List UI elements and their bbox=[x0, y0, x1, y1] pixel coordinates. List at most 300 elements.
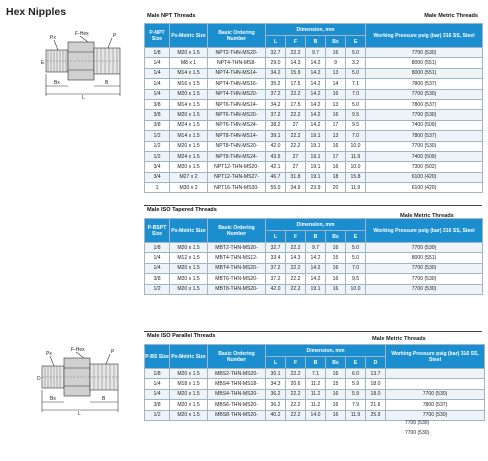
section-npt-left-label: Male NPT Threads bbox=[147, 13, 196, 19]
cell-bx: 13 bbox=[326, 99, 346, 109]
cell-b: 14.2 bbox=[306, 253, 326, 263]
cell-e: 10.0 bbox=[346, 141, 366, 151]
cell-b: 19.1 bbox=[306, 172, 326, 182]
cell-metric-size: M20 x 1.5 bbox=[170, 89, 208, 99]
cell-f: 22.2 bbox=[286, 243, 306, 253]
cell-d: 13.7 bbox=[366, 369, 386, 379]
table-row bbox=[145, 99, 483, 109]
diagram-top-l-label: L bbox=[82, 95, 85, 100]
cell-size: 3/8 bbox=[145, 110, 170, 120]
cell-b: 9.7 bbox=[306, 48, 326, 58]
cell-ordering-number: NPT8-THN-MS20- bbox=[208, 141, 266, 151]
cell-ordering-number: NPT6-THN-MS24- bbox=[208, 120, 266, 130]
cell-working-pressure: 7700 (530) bbox=[386, 389, 485, 399]
cell-size: 1/8 bbox=[145, 48, 170, 58]
col-header-d: D bbox=[366, 357, 386, 369]
cell-metric-size: M20 x 1.5 bbox=[170, 284, 208, 294]
cell-f: 22.2 bbox=[286, 89, 306, 99]
cell-ordering-number: MBT6-THN-MS20- bbox=[208, 274, 266, 284]
cell-e: 9.5 bbox=[346, 120, 366, 130]
cell-working-pressure bbox=[386, 379, 485, 389]
cell-f: 22.2 bbox=[286, 48, 306, 58]
cell-size: 1/2 bbox=[145, 151, 170, 161]
cell-ordering-number: MBS4-THN-MS18- bbox=[208, 379, 266, 389]
extra-pressure-value: 7700 (530) bbox=[405, 420, 430, 426]
cell-ordering-number: NPT4-THN-MS8- bbox=[208, 58, 266, 68]
hex-nipple-diagram-bottom bbox=[36, 344, 130, 416]
cell-bx: 16 bbox=[326, 400, 346, 410]
cell-ordering-number: NPT12-THN-MS20- bbox=[208, 162, 266, 172]
col-header-dimension: Dimension, mm bbox=[266, 219, 366, 231]
cell-b: 19.1 bbox=[306, 162, 326, 172]
cell-size: 1/4 bbox=[145, 389, 170, 399]
cell-b: 11.2 bbox=[306, 400, 326, 410]
cell-d: 21.6 bbox=[366, 400, 386, 410]
cell-l: 42.0 bbox=[266, 284, 286, 294]
cell-f: 22.2 bbox=[286, 389, 306, 399]
cell-working-pressure: 7700 (530) bbox=[366, 243, 483, 253]
cell-ordering-number: NPT16-THN-MS30- bbox=[208, 183, 266, 193]
cell-working-pressure: 7400 (509) bbox=[366, 151, 483, 161]
section-iso-parallel-header bbox=[144, 331, 482, 342]
cell-b: 14.2 bbox=[306, 79, 326, 89]
cell-bx: 16 bbox=[326, 369, 346, 379]
table-row bbox=[145, 172, 483, 182]
table-row bbox=[145, 48, 483, 58]
cell-ordering-number: NPT8-THN-MS24- bbox=[208, 151, 266, 161]
diagram-top-bx-label: Bx bbox=[54, 80, 60, 86]
cell-metric-size: M12 x 1.5 bbox=[170, 253, 208, 263]
cell-e: 7.0 bbox=[346, 89, 366, 99]
cell-b: 14.2 bbox=[306, 263, 326, 273]
col-header-f: F bbox=[286, 231, 306, 243]
diagram-bottom-p-label: P bbox=[111, 349, 115, 355]
diagram-top-b-label: B bbox=[105, 80, 109, 86]
col-header-working-pressure: Working Pressure psig (bar) 316 SS, Steel bbox=[366, 219, 483, 243]
cell-size: 1/4 bbox=[145, 58, 170, 68]
cell-l: 37.2 bbox=[266, 263, 286, 273]
cell-e: 9.5 bbox=[346, 274, 366, 284]
table-row bbox=[145, 274, 483, 284]
cell-e: 6.0 bbox=[346, 369, 366, 379]
cell-ordering-number: NPT12-THN-MS27- bbox=[208, 172, 266, 182]
cell-metric-size: M20 x 1.5 bbox=[170, 243, 208, 253]
cell-size: 1/4 bbox=[145, 89, 170, 99]
cell-e: 9.5 bbox=[346, 110, 366, 120]
cell-f: 22.2 bbox=[286, 110, 306, 120]
col-header-size: P-NPT Size bbox=[145, 24, 170, 48]
cell-size: 1/4 bbox=[145, 263, 170, 273]
cell-f: 31.8 bbox=[286, 172, 306, 182]
cell-ordering-number: NPT6-THN-MS20- bbox=[208, 110, 266, 120]
cell-metric-size: M20 x 1.5 bbox=[170, 263, 208, 273]
cell-working-pressure: 7700 (530) bbox=[386, 410, 485, 420]
cell-size: 1/2 bbox=[145, 284, 170, 294]
cell-ordering-number: NPT8-THN-MS14- bbox=[208, 131, 266, 141]
table-row bbox=[145, 89, 483, 99]
cell-e: 15.8 bbox=[346, 172, 366, 182]
table-row bbox=[145, 151, 483, 161]
cell-metric-size: M20 x 1.5 bbox=[170, 141, 208, 151]
cell-l: 32.7 bbox=[266, 243, 286, 253]
cell-working-pressure: 6100 (420) bbox=[366, 172, 483, 182]
cell-bx: 16 bbox=[326, 162, 346, 172]
cell-e: 7.9 bbox=[346, 400, 366, 410]
cell-b: 9.7 bbox=[306, 243, 326, 253]
cell-working-pressure: 7300 (502) bbox=[366, 162, 483, 172]
cell-metric-size: M8 x 1 bbox=[170, 58, 208, 68]
cell-e: 7.1 bbox=[346, 79, 366, 89]
cell-bx: 16 bbox=[326, 389, 346, 399]
cell-e: 5.9 bbox=[346, 379, 366, 389]
cell-e: 5.0 bbox=[346, 99, 366, 109]
diagram-bottom-hex-label: F-Hex bbox=[71, 347, 85, 353]
col-header-working-pressure: Working Pressure psig (bar) 316 SS, Steel bbox=[386, 345, 485, 369]
col-header-metric-size: Px-Metric Size bbox=[170, 219, 208, 243]
cell-b: 14.2 bbox=[306, 110, 326, 120]
cell-ordering-number: NPT2-THN-MS20- bbox=[208, 48, 266, 58]
section-iso-parallel-left-label: Male ISO Parallel Threads bbox=[147, 333, 216, 339]
cell-metric-size: M20 x 1.5 bbox=[170, 48, 208, 58]
cell-l: 55.0 bbox=[266, 183, 286, 193]
diagram-top-p-label: P bbox=[113, 33, 117, 39]
cell-metric-size: M14 x 1.5 bbox=[170, 68, 208, 78]
cell-working-pressure: 7700 (530) bbox=[366, 274, 483, 284]
cell-l: 35.2 bbox=[266, 79, 286, 89]
cell-bx: 16 bbox=[326, 110, 346, 120]
cell-e: 3.2 bbox=[346, 58, 366, 68]
section-npt-header bbox=[144, 12, 482, 22]
cell-ordering-number: MBT2-THN-MS20- bbox=[208, 243, 266, 253]
cell-size: 1/4 bbox=[145, 68, 170, 78]
cell-ordering-number: MBT4-THN-MS12- bbox=[208, 253, 266, 263]
cell-b: 19.1 bbox=[306, 151, 326, 161]
col-header-e: E bbox=[346, 357, 366, 369]
cell-size: 3/8 bbox=[145, 99, 170, 109]
cell-size: 1/2 bbox=[145, 131, 170, 141]
cell-bx: 15 bbox=[326, 253, 346, 263]
cell-working-pressure: 6100 (420) bbox=[366, 183, 483, 193]
cell-f: 15.9 bbox=[286, 68, 306, 78]
table-row bbox=[145, 400, 485, 410]
cell-working-pressure: 8000 (551) bbox=[366, 68, 483, 78]
table-row bbox=[145, 162, 483, 172]
cell-l: 36.2 bbox=[266, 389, 286, 399]
cell-l: 38.2 bbox=[266, 120, 286, 130]
cell-f: 22.2 bbox=[286, 410, 306, 420]
cell-l: 40.2 bbox=[266, 410, 286, 420]
cell-bx: 16 bbox=[326, 89, 346, 99]
cell-metric-size: M14 x 1.5 bbox=[170, 99, 208, 109]
cell-size: 3/8 bbox=[145, 120, 170, 130]
cell-bx: 16 bbox=[326, 263, 346, 273]
cell-ordering-number: NPT4-THN-MS20- bbox=[208, 89, 266, 99]
cell-ordering-number: MBS4-THN-MS20- bbox=[208, 389, 266, 399]
table-row bbox=[145, 410, 485, 420]
cell-metric-size: M24 x 1.5 bbox=[170, 151, 208, 161]
cell-l: 33.4 bbox=[266, 253, 286, 263]
cell-ordering-number: MBT4-THN-MS20- bbox=[208, 263, 266, 273]
cell-metric-size: M16 x 1.5 bbox=[170, 79, 208, 89]
cell-working-pressure: 8000 (551) bbox=[366, 58, 483, 68]
cell-f: 27 bbox=[286, 162, 306, 172]
cell-f: 27 bbox=[286, 120, 306, 130]
cell-l: 34.2 bbox=[266, 68, 286, 78]
cell-b: 19.1 bbox=[306, 131, 326, 141]
cell-metric-size: M18 x 1.5 bbox=[170, 379, 208, 389]
cell-b: 14.2 bbox=[306, 274, 326, 284]
cell-metric-size: M30 x 2 bbox=[170, 183, 208, 193]
cell-f: 14.3 bbox=[286, 58, 306, 68]
col-header-bx: Bx bbox=[326, 231, 346, 243]
col-header-size: P-BS Size bbox=[145, 345, 170, 369]
cell-size: 1/8 bbox=[145, 243, 170, 253]
diagram-top-hex-label: F-Hex bbox=[75, 31, 89, 37]
cell-size: 1/4 bbox=[145, 253, 170, 263]
table-row bbox=[145, 141, 483, 151]
col-header-metric-size: Px-Metric Size bbox=[170, 24, 208, 48]
col-header-e: E bbox=[346, 36, 366, 48]
cell-metric-size: M20 x 1.5 bbox=[170, 410, 208, 420]
cell-ordering-number: MBS6-THN-MS20- bbox=[208, 400, 266, 410]
col-header-e: E bbox=[346, 231, 366, 243]
cell-working-pressure: 7800 (537) bbox=[366, 131, 483, 141]
cell-size: 3/8 bbox=[145, 400, 170, 410]
cell-d: 18.0 bbox=[366, 379, 386, 389]
cell-metric-size: M27 x 2 bbox=[170, 172, 208, 182]
section-iso-tapered-right-label: Male Metric Threads bbox=[400, 213, 454, 219]
cell-f: 22.2 bbox=[286, 141, 306, 151]
cell-b: 7.1 bbox=[306, 369, 326, 379]
cell-l: 30.1 bbox=[266, 369, 286, 379]
cell-l: 42.0 bbox=[266, 141, 286, 151]
cell-working-pressure: 7700 (530) bbox=[366, 141, 483, 151]
cell-ordering-number: NPT4-THN-MS14- bbox=[208, 68, 266, 78]
cell-e: 5.0 bbox=[346, 243, 366, 253]
cell-l: 37.2 bbox=[266, 110, 286, 120]
cell-ordering-number: NPT4-THN-MS16- bbox=[208, 79, 266, 89]
diagram-bottom-bx-label: Bx bbox=[50, 396, 56, 402]
cell-e: 10.0 bbox=[346, 162, 366, 172]
cell-metric-size: M20 x 1.5 bbox=[170, 162, 208, 172]
cell-size: 3/8 bbox=[145, 274, 170, 284]
cell-e: 11.9 bbox=[346, 410, 366, 420]
cell-size: 1/2 bbox=[145, 141, 170, 151]
col-header-bx: Bx bbox=[326, 357, 346, 369]
cell-size: 1/4 bbox=[145, 79, 170, 89]
cell-ordering-number: NPT6-THN-MS14- bbox=[208, 99, 266, 109]
cell-f: 34.9 bbox=[286, 183, 306, 193]
cell-bx: 17 bbox=[326, 151, 346, 161]
cell-bx: 16 bbox=[326, 274, 346, 284]
section-npt-right-label: Male Metric Threads bbox=[424, 13, 478, 19]
cell-l: 34.3 bbox=[266, 379, 286, 389]
table-row bbox=[145, 379, 485, 389]
cell-working-pressure: 7400 (509) bbox=[366, 120, 483, 130]
table-row bbox=[145, 389, 485, 399]
cell-f: 22.2 bbox=[286, 263, 306, 273]
cell-working-pressure: 7800 (537) bbox=[366, 79, 483, 89]
col-header-metric-size: Px-Metric Size bbox=[170, 345, 208, 369]
col-header-bx: Bx bbox=[326, 36, 346, 48]
cell-f: 20.6 bbox=[286, 379, 306, 389]
cell-f: 14.3 bbox=[286, 253, 306, 263]
cell-size: 1 bbox=[145, 183, 170, 193]
cell-l: 37.2 bbox=[266, 89, 286, 99]
cell-b: 14.2 bbox=[306, 68, 326, 78]
diagram-bottom-l-label: L bbox=[78, 411, 81, 416]
cell-size: 1/2 bbox=[145, 410, 170, 420]
extra-pressure-value: 7700 (530) bbox=[405, 430, 430, 436]
cell-b: 11.2 bbox=[306, 389, 326, 399]
cell-metric-size: M20 x 1.5 bbox=[170, 274, 208, 284]
cell-f: 22.2 bbox=[286, 284, 306, 294]
table-iso-tapered bbox=[144, 218, 483, 295]
cell-bx: 9 bbox=[326, 58, 346, 68]
cell-e: 11.9 bbox=[346, 151, 366, 161]
cell-bx: 20 bbox=[326, 183, 346, 193]
table-npt bbox=[144, 23, 483, 193]
cell-l: 43.5 bbox=[266, 151, 286, 161]
col-header-l: L bbox=[266, 36, 286, 48]
cell-metric-size: M20 x 1.5 bbox=[170, 110, 208, 120]
table-row bbox=[145, 79, 483, 89]
cell-bx: 14 bbox=[326, 79, 346, 89]
cell-ordering-number: MBT8-THN-MS20- bbox=[208, 284, 266, 294]
col-header-ordering-number: Basic Ordering Number bbox=[208, 219, 266, 243]
diagram-top-px-label: Px bbox=[50, 35, 56, 41]
table-row bbox=[145, 284, 483, 294]
cell-l: 39.1 bbox=[266, 131, 286, 141]
col-header-l: L bbox=[266, 357, 286, 369]
cell-b: 23.9 bbox=[306, 183, 326, 193]
cell-f: 17.5 bbox=[286, 79, 306, 89]
cell-working-pressure: 7700 (530) bbox=[366, 48, 483, 58]
cell-ordering-number: MBS2-THN-MS20- bbox=[208, 369, 266, 379]
col-header-dimension: Dimension, mm bbox=[266, 24, 366, 36]
cell-working-pressure bbox=[386, 369, 485, 379]
cell-bx: 16 bbox=[326, 243, 346, 253]
cell-b: 14.2 bbox=[306, 89, 326, 99]
cell-working-pressure: 7700 (530) bbox=[366, 263, 483, 273]
diagram-bottom-d-label: D bbox=[37, 376, 41, 382]
cell-ordering-number: MBS8-THN-MS20- bbox=[208, 410, 266, 420]
table-row bbox=[145, 243, 483, 253]
cell-b: 14.2 bbox=[306, 99, 326, 109]
cell-working-pressure: 7800 (537) bbox=[386, 400, 485, 410]
table-row bbox=[145, 369, 485, 379]
cell-working-pressure: 7800 (537) bbox=[366, 99, 483, 109]
page-title: Hex Nipples bbox=[6, 6, 67, 18]
col-header-size: P-BSPT Size bbox=[145, 219, 170, 243]
col-header-f: F bbox=[286, 357, 306, 369]
col-header-f: F bbox=[286, 36, 306, 48]
cell-e: 5.9 bbox=[346, 389, 366, 399]
table-iso-parallel bbox=[144, 344, 485, 421]
col-header-b: B bbox=[306, 357, 326, 369]
cell-e: 11.9 bbox=[346, 183, 366, 193]
cell-working-pressure: 7700 (530) bbox=[366, 284, 483, 294]
cell-working-pressure: 8000 (551) bbox=[366, 253, 483, 263]
cell-f: 27 bbox=[286, 151, 306, 161]
cell-f: 22.2 bbox=[286, 131, 306, 141]
cell-l: 46.7 bbox=[266, 172, 286, 182]
cell-bx: 16 bbox=[326, 410, 346, 420]
table-row bbox=[145, 120, 483, 130]
col-header-b: B bbox=[306, 36, 326, 48]
col-header-ordering-number: Basic Ordering Number bbox=[208, 24, 266, 48]
table-row bbox=[145, 68, 483, 78]
cell-size: 1/8 bbox=[145, 369, 170, 379]
cell-l: 37.2 bbox=[266, 274, 286, 284]
cell-bx: 13 bbox=[326, 68, 346, 78]
table-row bbox=[145, 183, 483, 193]
cell-d: 25.9 bbox=[366, 410, 386, 420]
cell-e: 5.0 bbox=[346, 48, 366, 58]
cell-l: 29.0 bbox=[266, 58, 286, 68]
col-header-l: L bbox=[266, 231, 286, 243]
diagram-bottom-px-label: Px bbox=[46, 351, 52, 357]
cell-f: 22.2 bbox=[286, 369, 306, 379]
cell-size: 3/4 bbox=[145, 172, 170, 182]
col-header-working-pressure: Working Pressure psig (bar) 316 SS, Steel bbox=[366, 24, 483, 48]
cell-b: 14.2 bbox=[306, 58, 326, 68]
cell-l: 42.1 bbox=[266, 162, 286, 172]
cell-b: 19.1 bbox=[306, 141, 326, 151]
cell-l: 34.2 bbox=[266, 99, 286, 109]
cell-b: 19.1 bbox=[306, 284, 326, 294]
cell-l: 32.7 bbox=[266, 48, 286, 58]
cell-working-pressure: 7700 (530) bbox=[366, 89, 483, 99]
cell-e: 5.0 bbox=[346, 253, 366, 263]
cell-bx: 16 bbox=[326, 48, 346, 58]
cell-metric-size: M24 x 1.5 bbox=[170, 120, 208, 130]
section-iso-tapered-left-label: Male ISO Tapered Threads bbox=[147, 207, 217, 213]
table-row bbox=[145, 263, 483, 273]
col-header-b: B bbox=[306, 231, 326, 243]
cell-bx: 17 bbox=[326, 120, 346, 130]
cell-metric-size: M20 x 1.5 bbox=[170, 389, 208, 399]
table-row bbox=[145, 253, 483, 263]
cell-size: 3/4 bbox=[145, 162, 170, 172]
cell-b: 11.2 bbox=[306, 379, 326, 389]
cell-working-pressure: 7700 (530) bbox=[366, 110, 483, 120]
col-header-dimension: Dimension, mm bbox=[266, 345, 386, 357]
cell-f: 22.2 bbox=[286, 274, 306, 284]
cell-bx: 16 bbox=[326, 141, 346, 151]
cell-b: 14.0 bbox=[306, 410, 326, 420]
section-iso-parallel-right-label: Male Metric Threads bbox=[372, 336, 426, 342]
cell-bx: 15 bbox=[326, 379, 346, 389]
cell-bx: 18 bbox=[326, 172, 346, 182]
cell-l: 36.2 bbox=[266, 400, 286, 410]
cell-e: 7.0 bbox=[346, 263, 366, 273]
cell-metric-size: M20 x 1.5 bbox=[170, 400, 208, 410]
cell-b: 14.2 bbox=[306, 120, 326, 130]
cell-d: 18.0 bbox=[366, 389, 386, 399]
hex-nipple-diagram-top bbox=[40, 28, 130, 100]
diagram-bottom-b-label: B bbox=[102, 396, 106, 402]
cell-size: 1/4 bbox=[145, 379, 170, 389]
cell-metric-size: M14 x 1.5 bbox=[170, 131, 208, 141]
cell-bx: 13 bbox=[326, 131, 346, 141]
cell-e: 7.0 bbox=[346, 131, 366, 141]
cell-bx: 16 bbox=[326, 284, 346, 294]
table-row bbox=[145, 58, 483, 68]
col-header-ordering-number: Basic Ordering Number bbox=[208, 345, 266, 369]
cell-e: 5.0 bbox=[346, 68, 366, 78]
cell-metric-size: M20 x 1.5 bbox=[170, 369, 208, 379]
